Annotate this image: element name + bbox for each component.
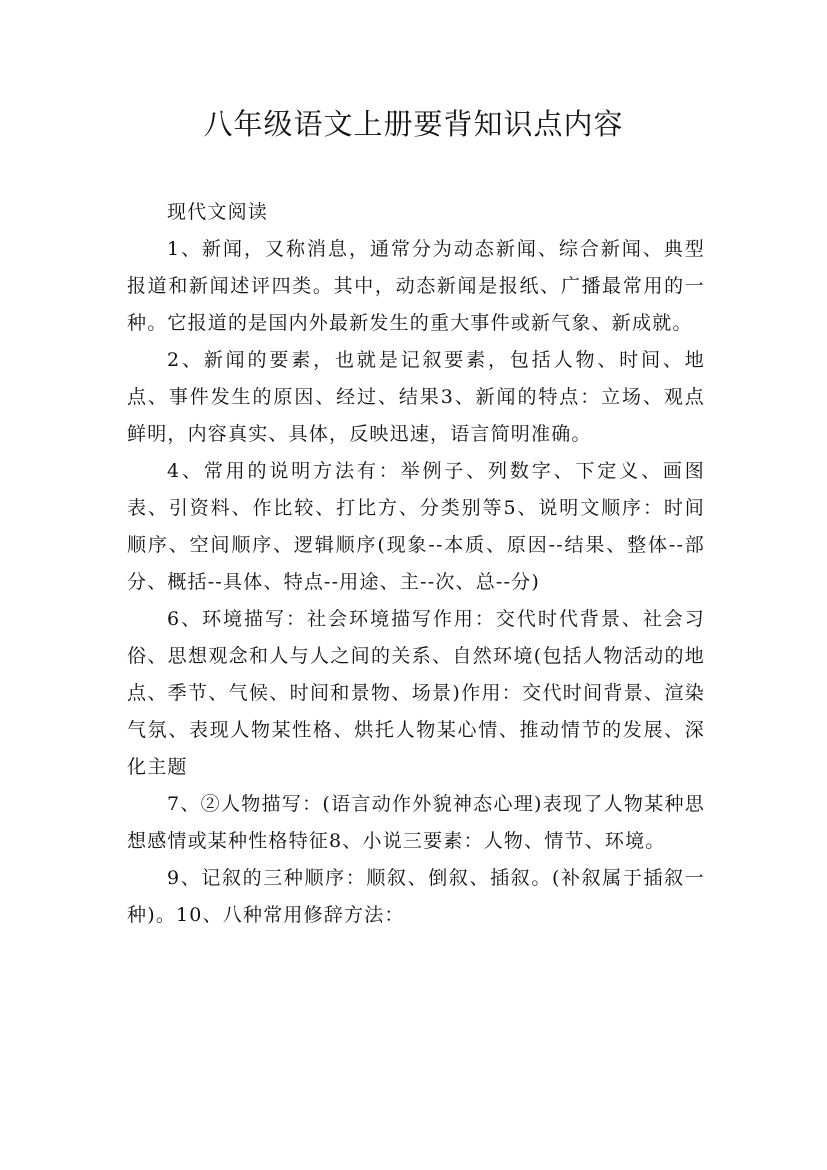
document-body (127, 194, 705, 934)
paragraph-news-types: 1、新闻，又称消息，通常分为动态新闻、综合新闻、典型报道和新闻述评四类。其中，动态新闻是报纸、广播最常用的一种。它报道的是国内外最新发生的重大事件或新气象、新成就。 (127, 238, 705, 334)
paragraph-environment-description: 6、环境描写：社会环境描写作用：交代时代背景、社会习俗、思想观念和人与人之间的关系、自然环境(包括人物活动的地点、季节、气候、时间和景物、场景)作用：交代时间背景、渲染气氛、表现人物某性格、烘托人物某心情、推动情节的发展、深化主题 (127, 608, 705, 778)
paragraph-character-description: 7、②人物描写：(语言动作外貌神态心理)表现了人物某种思想感情或某种性格特征8、小说三要素：人物、情节、环境。 (127, 793, 705, 852)
paragraph-explanation-methods: 4、常用的说明方法有：举例子、列数字、下定义、画图表、引资料、作比较、打比方、分类别等5、说明文顺序：时间顺序、空间顺序、逻辑顺序(现象--本质、原因--结果、整体--部分、概括--具体、特点--用途、主--次、总--分) (127, 460, 705, 593)
section-heading: 现代文阅读 (167, 201, 269, 223)
paragraph-narrative-order: 9、记叙的三种顺序：顺叙、倒叙、插叙。(补叙属于插叙一种)。10、八种常用修辞方法： (127, 867, 705, 926)
paragraph-news-elements: 2、新闻的要素，也就是记叙要素，包括人物、时间、地点、事件发生的原因、经过、结果3、新闻的特点：立场、观点鲜明，内容真实、具体，反映迅速，语言简明准确。 (127, 349, 705, 445)
document-title: 八年级语文上册要背知识点内容 (203, 107, 624, 141)
